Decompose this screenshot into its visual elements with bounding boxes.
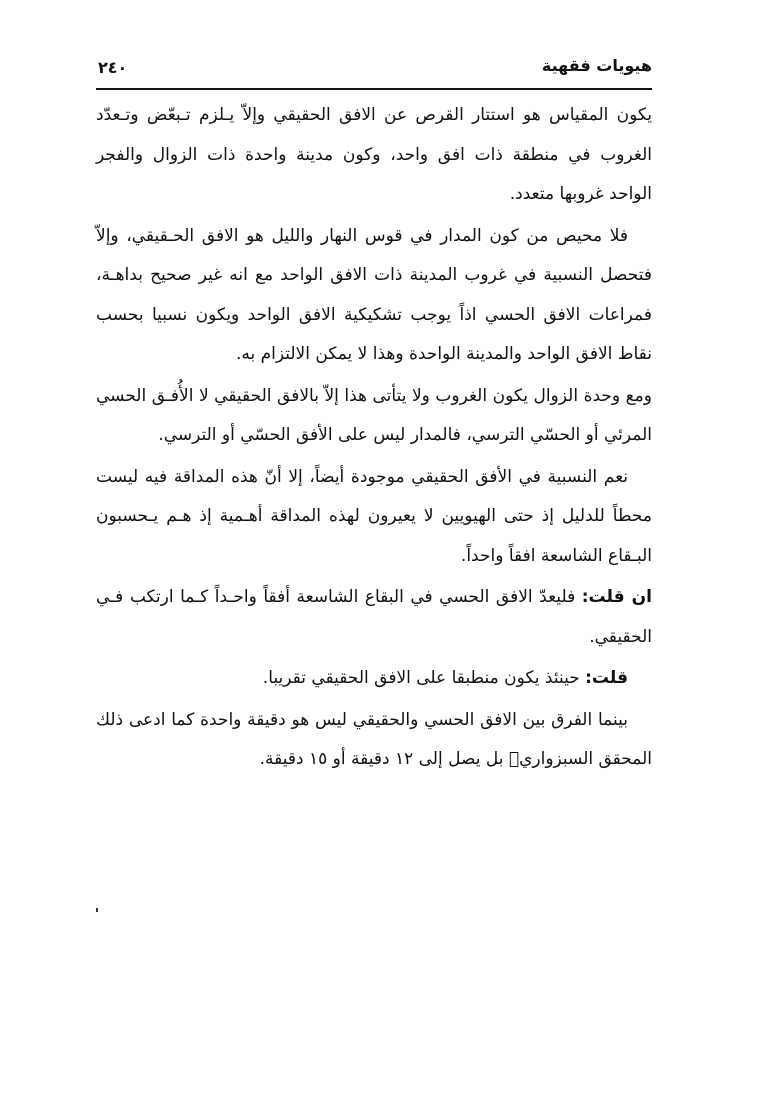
paragraph	[96, 96, 652, 215]
paragraph	[96, 377, 652, 456]
paragraph	[96, 578, 652, 657]
paragraph-text: فلا محيص من كون المدار في قوس النهار والليل هو الافق الحـقيقي، وإلاّ فتحصل النسبية في غروب المدينة ذات الافق الواحد مع انه غير صحيح بداهـة، فمراعات الافق الحسي اذاً يوجب تشكيكية الافق الواحد ويكون نسبيا بحسب نقاط الافق الواحد والمدينة الواحدة وهذا لا يمكن الالتزام به.	[96, 225, 652, 364]
paragraph-text: بينما الفرق بين الافق الحسي والحقيقي ليس هو دقيقة واحدة كما ادعى ذلك المحقق السبزواريؒ بل يصل إلى ١٢ دقيقة أو ١٥ دقيقة.	[96, 709, 652, 769]
paragraph-text: ومع وحدة الزوال يكون الغروب ولا يتأتى هذا إلاّ بالافق الحقيقي لا الأُفـق الحسي المرئي أو الحسّي الترسي، فالمدار ليس على الأفق الحسّي أو الترسي.	[96, 385, 652, 445]
running-header	[96, 48, 652, 90]
page-number: ٢٤٠	[98, 58, 128, 77]
scan-speck	[96, 908, 98, 912]
paragraph-text: حينئذ يكون منطبقا على الافق الحقيقي تقريبا.	[262, 668, 580, 688]
paragraph	[96, 217, 652, 375]
paragraph-text: نعم النسبية في الأفق الحقيقي موجودة أيضاً، إلا أنّ هذه المداقة فيه ليست محطاً للدليل إذ حتى الهيويين لا يعيرون لهذه المداقة أهـمية إذ هـم يـحسبون البـقاع الشاسعة افقاً واحداً.	[96, 466, 652, 566]
paragraph	[96, 701, 652, 780]
paragraph-text: يكون المقياس هو استتار القرص عن الافق الحقيقي وإلاّ يـلزم تـبعّض وتـعدّد الغروب في منطقة ذات افق واحد، وكون مدينة واحدة ذات الزوال والفجر الواحد غروبها متعدد.	[96, 105, 652, 204]
paragraph-lead: ان قلت:	[581, 587, 653, 607]
header-title: هيويات فقهية	[541, 56, 652, 75]
paragraph	[96, 659, 652, 699]
paragraph	[96, 458, 652, 577]
paragraph-text: فليعدّ الافق الحسي في البقاع الشاسعة أفقاً واحـداً كـما ارتكب فـي الحقيقي.	[96, 587, 652, 647]
paragraph-lead: قلت:	[585, 668, 628, 688]
main-text	[96, 96, 652, 780]
